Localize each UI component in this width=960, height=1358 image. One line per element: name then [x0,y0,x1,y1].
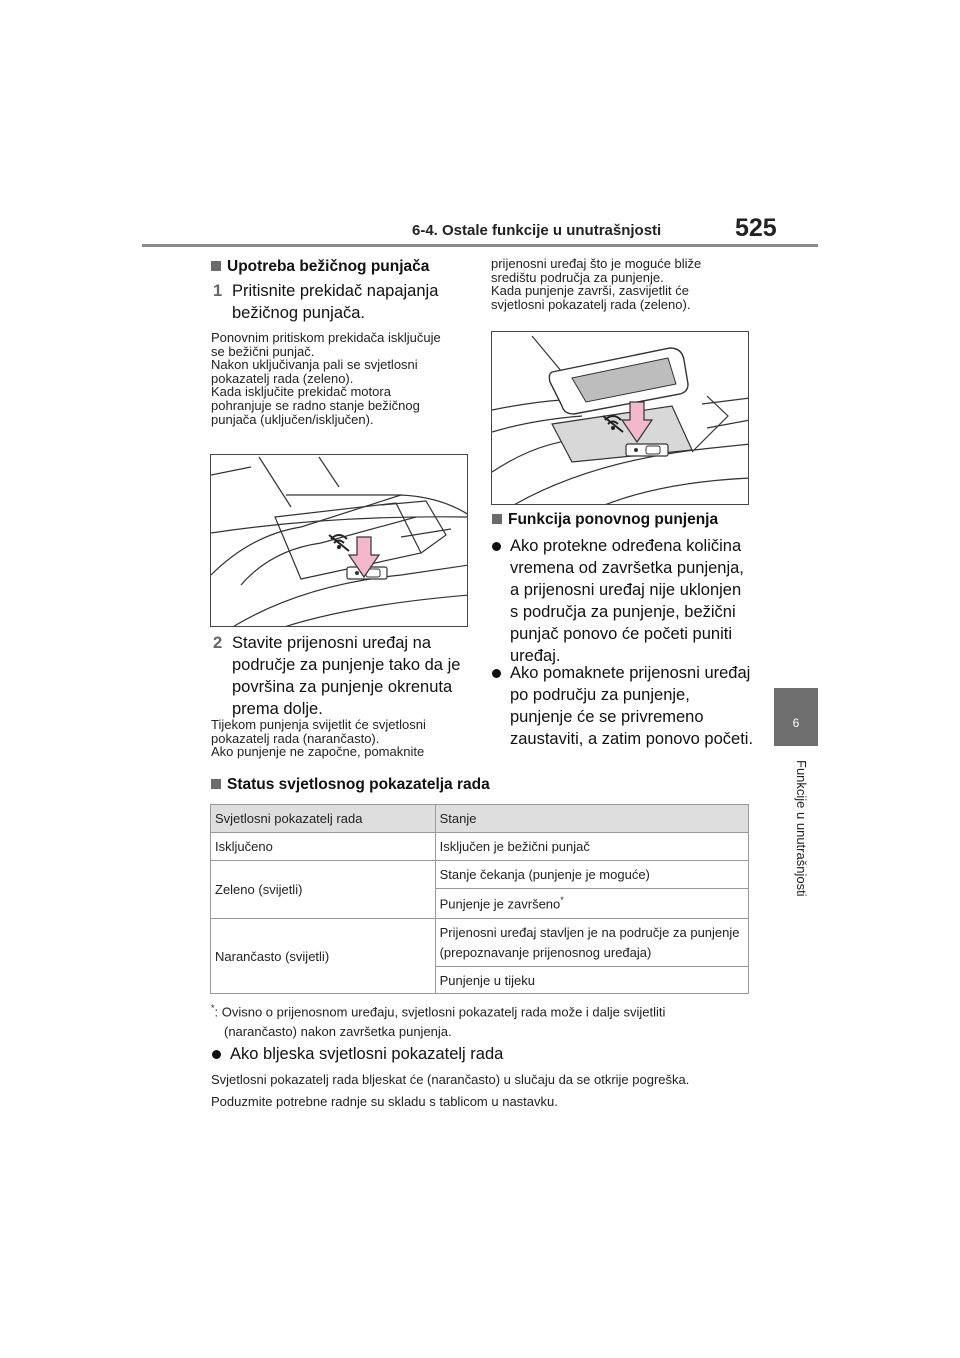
step-1 [213,280,473,324]
header-rule [142,244,818,247]
footnote-marker: * [560,895,564,906]
table-row [211,919,749,967]
heading-indicator-status: Status svjetlosnog pokazatelja rada [211,776,490,794]
table-cell: Punjenje je završeno* [435,889,748,919]
table-header-cell: Stanje [435,805,748,833]
note-power-switch: Ponovnim pritiskom prekidača isključuje se bežični punjač. Nakon uključivanja pali se svjetlosni pokazatelj rada (zeleno). Kada isključite prekidač motora pohranjuje se radno stanje bežičnog punjača (uključen/isključen). [211,330,441,427]
heading-square-icon [492,514,502,524]
table-cell: Prijenosni uređaj stavljen je na područje za punjenje (prepoznavanje prijenosnog uređaja) [435,919,748,967]
step-number: 1 [213,282,223,300]
bullet-dot-icon [492,669,501,678]
heading-recharge-function: Funkcija ponovnog punjenja [492,511,718,529]
step-line: površina za punjenje okrenuta [232,678,453,696]
table-header-row [211,805,749,833]
table-cell: Punjenje u tijeku [435,967,748,994]
indicator-status-table [210,804,749,994]
footnote: *: Ovisno o prijenosnom uređaju, svjetlosni pokazatelj rada može i dalje svijetliti (narančasto) nakon završetka punjenja. [211,1003,666,1040]
chapter-tab [774,688,818,746]
heading-wireless-charger-usage: Upotreba bežičnog punjača [211,258,429,276]
phone-charging-illustration [492,332,749,505]
console-illustration [211,455,468,627]
bullet-blinking: Ako bljeska svjetlosni pokazatelj rada [212,1043,752,1065]
chapter-title: Funkcije u unutrašnjosti [794,760,809,897]
footnote-marker: * [211,1003,215,1013]
table-cell: Stanje čekanja (punjenje je moguće) [435,861,748,889]
table-cell: Isključen je bežični punjač [435,833,748,861]
bullet-recharge-1: Ako protekne određena količina vremena od završetka punjenja, a prijenosni uređaj nije uklonjen s područja za punjenje, bežični punjač ponovo će početi puniti uređaj. [492,535,762,667]
heading-square-icon [211,261,221,271]
step-line: Pritisnite prekidač napajanja [232,282,439,300]
note-continued: prijenosni uređaj što je moguće bliže središtu područja za punjenje. Kada punjenje završi, zasvijetlit će svjetlosni pokazatelj rada (zeleno). [491,256,702,312]
table-cell: Narančasto (svijetli) [211,919,436,994]
step-number: 2 [213,634,223,652]
table-row [211,833,749,861]
bullet-dot-icon [212,1050,221,1059]
table-cell: Isključeno [211,833,436,861]
phone-icon [549,348,688,414]
section-title: 6-4. Ostale funkcije u unutrašnjosti [412,222,662,239]
page-number: 525 [735,214,777,242]
chapter-number: 6 [792,716,800,730]
figure-phone-on-pad [491,331,749,505]
note-charging-indicator: Tijekom punjenja svijetlit će svjetlosni pokazatelj rada (narančasto). Ako punjenje ne započne, pomaknite [211,717,426,760]
table-row [211,861,749,889]
table-header-cell: Svjetlosni pokazatelj rada [211,805,436,833]
heading-square-icon [211,779,221,789]
step-line: Stavite prijenosni uređaj na [232,634,432,652]
step-line: područje za punjenje tako da je [232,656,461,674]
bullet-dot-icon [492,542,501,551]
bullet-recharge-2: Ako pomaknete prijenosni uređaj po području za punjenje, punjenje će se privremeno zaustaviti, a zatim ponovo početi. [492,662,762,750]
step-line: bežičnog punjača. [232,304,366,322]
step-line: prema dolje. [232,700,323,718]
table-cell: Zeleno (svijetli) [211,861,436,919]
step-2 [213,632,475,720]
blinking-description: Svjetlosni pokazatelj rada bljeskat će (narančasto) u slučaju da se otkrije pogreška. Poduzmite potrebne radnje su skladu s tablicom u nastavku. [211,1072,690,1109]
wireless-charging-icon [329,535,349,551]
figure-charger-switch [210,454,468,627]
